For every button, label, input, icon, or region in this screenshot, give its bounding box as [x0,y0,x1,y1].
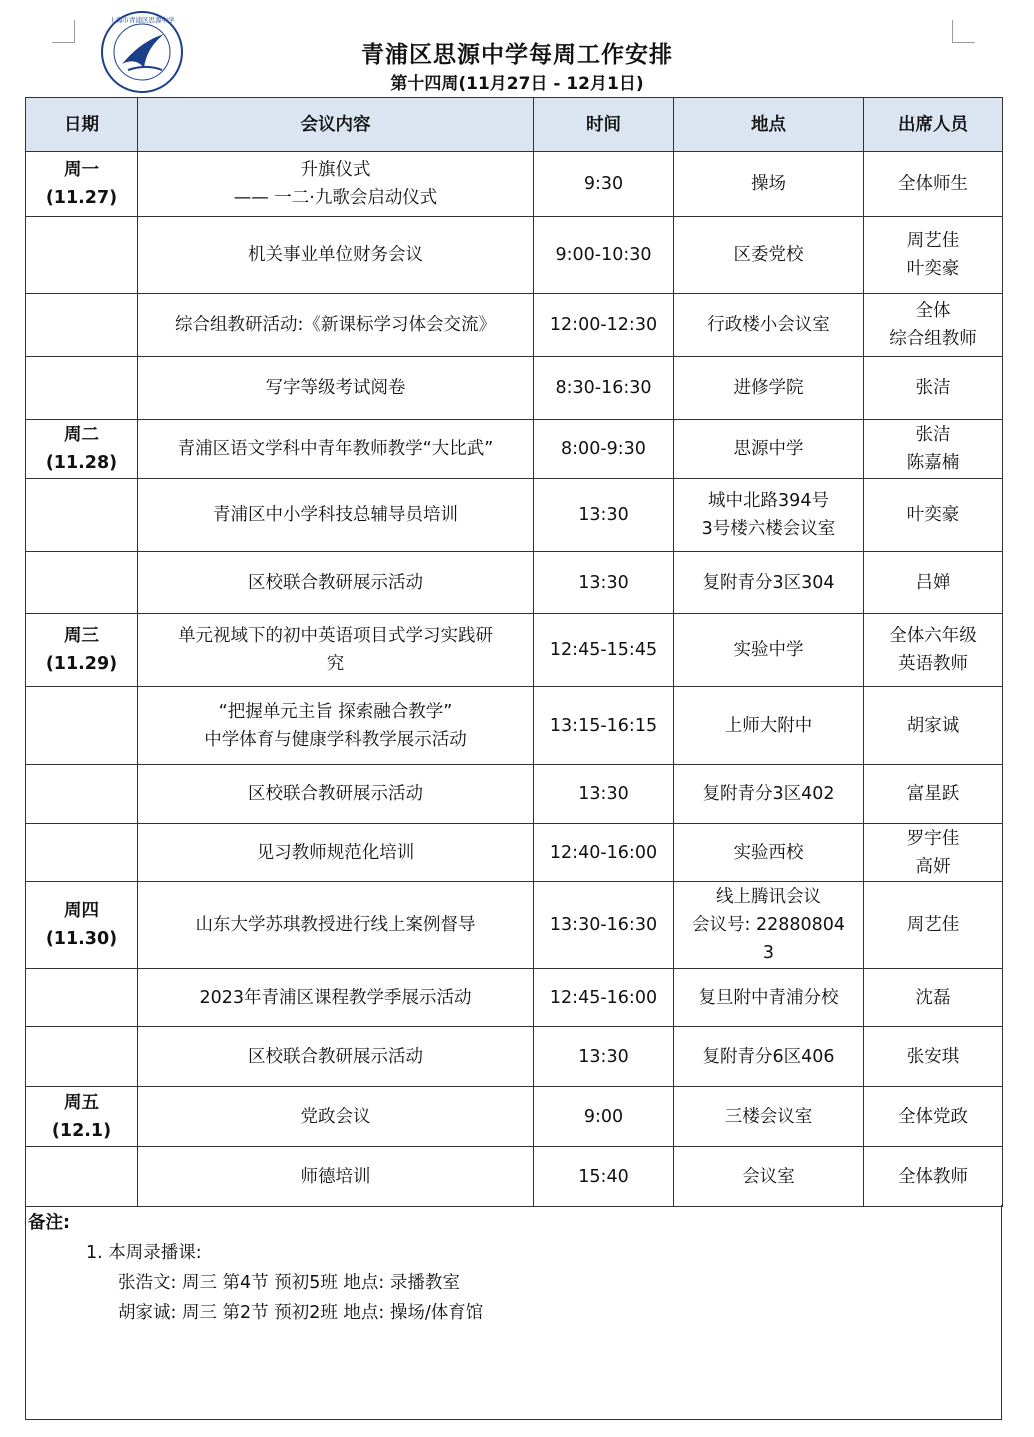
cell-content-line: 区校联合教研展示活动 [248,784,423,804]
cell-content-line: 山东大学苏琪教授进行线上案例督导 [195,915,476,935]
cell-day [26,152,138,217]
cell-place-line: 城中北路394号 [708,491,829,511]
table-row [26,420,1003,479]
cell-people-line: 胡家诚 [906,715,960,736]
header-content: 会议内容 [138,98,534,152]
cell-content-line: 党政会议 [300,1106,371,1127]
cell-content [138,1087,534,1147]
cell-place [674,152,864,217]
cell-place-line: 实验西校 [733,842,804,863]
cell-place [674,1027,864,1087]
cell-time [534,152,674,217]
cell-people-line: 全体师生 [898,174,968,194]
notes-line-2: 胡家诚: 周三 第2节 预初2班 地点: 操场/体育馆 [118,1303,484,1323]
cell-day [26,969,138,1027]
table-row [26,294,1003,357]
cell-time-line: 12:45-16:00 [549,987,658,1008]
cell-time-line: 12:40-16:00 [549,842,658,863]
cell-content-line: 单元视域下的初中英语项目式学习实践研 [178,626,493,646]
cell-time [534,479,674,552]
cell-content [138,1027,534,1087]
cell-day [26,294,138,357]
cell-content [138,824,534,882]
cell-time [534,217,674,294]
cell-people-line: 沈磊 [915,987,951,1008]
cell-time-line: 12:00-12:30 [549,315,658,335]
cell-people-line: 全体 [915,301,951,321]
cell-place-line: 复附青分3区304 [702,572,835,593]
cell-place-line: 进修学院 [733,378,804,398]
cell-day-line: 周二 [64,425,99,445]
cell-time [534,882,674,969]
cell-day [26,357,138,420]
cell-content [138,217,534,294]
cell-place [674,479,864,552]
cell-day-line: (11.29) [45,654,118,674]
cell-people-line: 张洁 [915,425,951,445]
table-row [26,552,1003,614]
table-header-row [26,98,1003,152]
cell-content [138,294,534,357]
cell-time-line: 9:00 [583,1106,624,1127]
cell-content-line: 师德培训 [300,1166,371,1187]
cell-content [138,765,534,824]
cell-place-line: 3号楼六楼会议室 [701,519,836,539]
table-row [26,479,1003,552]
cell-place-line: 行政楼小会议室 [707,315,830,335]
cell-content-line: 升旗仪式 [300,160,371,180]
cell-content-line: 青浦区中小学科技总辅导员培训 [213,505,458,525]
table-row [26,1027,1003,1087]
cell-time-line: 13:30-16:30 [549,915,658,935]
cell-people-line: 综合组教师 [889,329,977,349]
cell-content-line: 综合组教研活动:《新课标学习体会交流》 [175,315,496,335]
logo-text: 上海市青浦区思源中学 [109,16,175,24]
cell-people-line: 叶奕豪 [906,259,960,279]
cell-people-line: 罗宇佳 [906,828,960,849]
cell-people [864,552,1003,614]
cell-content [138,1147,534,1207]
cell-time [534,765,674,824]
cell-content [138,357,534,420]
cell-day-line: 周五 [64,1092,99,1113]
cell-content [138,420,534,479]
cell-time-line: 15:40 [578,1166,629,1187]
table-row [26,882,1003,969]
cell-place-line: 线上腾讯会议 [716,887,821,907]
cell-place [674,765,864,824]
cell-content [138,152,534,217]
notes-line-1: 张浩文: 周三 第4节 预初5班 地点: 录播教室 [118,1273,460,1293]
table-row [26,614,1003,687]
cell-time [534,614,674,687]
cell-content [138,687,534,765]
cell-people [864,1147,1003,1207]
cell-day-line: (11.28) [45,453,118,473]
table-row [26,765,1003,824]
table-row [26,1087,1003,1147]
cell-day-line: 周三 [64,626,99,646]
schedule-table [25,97,1003,1207]
cell-time [534,357,674,420]
cell-day [26,479,138,552]
cell-day-line: (12.1) [51,1120,112,1141]
cell-people-line: 吕婵 [915,572,951,593]
cell-place [674,882,864,969]
cell-people [864,1087,1003,1147]
cell-place-line: 实验中学 [733,640,804,660]
cell-time-line: 9:00-10:30 [555,245,652,265]
cell-place [674,1147,864,1207]
cell-time-line: 13:30 [578,505,629,525]
cell-time-line: 13:15-16:15 [549,715,658,736]
page-subtitle: 第十四周(11月27日 - 12月1日) [390,74,644,94]
cell-place [674,294,864,357]
cell-people-line: 高妍 [915,856,951,877]
cell-people [864,479,1003,552]
cell-time-line: 8:30-16:30 [555,378,652,398]
page-title: 青浦区思源中学每周工作安排 [361,42,673,68]
cell-day [26,882,138,969]
cell-people [864,294,1003,357]
cell-content-line: —— 一二·九歌会启动仪式 [233,188,438,208]
cell-place [674,357,864,420]
cell-place-line: 复附青分6区406 [702,1046,835,1067]
cell-content [138,614,534,687]
notes-title: 备注: [28,1213,70,1233]
cell-time [534,1147,674,1207]
table-row [26,1147,1003,1207]
table-row [26,357,1003,420]
cell-day-line: 周四 [64,901,99,921]
cell-people [864,969,1003,1027]
cell-day [26,765,138,824]
header-time: 时间 [534,98,674,152]
cell-people-line: 陈嘉楠 [906,453,960,473]
cell-time [534,969,674,1027]
cell-place [674,217,864,294]
cell-place-line: 三楼会议室 [724,1106,813,1127]
cell-people [864,357,1003,420]
cell-content-line: 机关事业单位财务会议 [248,245,423,265]
cell-time-line: 9:30 [583,174,624,194]
cell-day [26,217,138,294]
table-row [26,217,1003,294]
table-row [26,969,1003,1027]
cell-people-line: 富星跃 [906,784,960,804]
cell-day [26,614,138,687]
cell-place-line: 上师大附中 [724,715,813,736]
cell-people [864,152,1003,217]
cell-content [138,882,534,969]
cell-day [26,1087,138,1147]
cell-content-line: 中学体育与健康学科教学展示活动 [204,729,467,750]
cell-people-line: 周艺佳 [906,915,960,935]
cell-people-line: 张洁 [915,378,951,398]
cell-time-line: 13:30 [578,1046,629,1067]
cell-place-line: 操场 [751,174,786,194]
cell-place-line: 会议号: 22880804 [691,915,846,935]
notes-item-1: 1. 本周录播课: [86,1243,202,1263]
cell-people [864,1027,1003,1087]
cell-content-line: 区校联合教研展示活动 [248,572,423,593]
cell-place-line: 复旦附中青浦分校 [698,987,839,1008]
cell-day [26,420,138,479]
cell-time-line: 13:30 [578,784,629,804]
cell-time [534,552,674,614]
header-people: 出席人员 [864,98,1003,152]
cell-time [534,1087,674,1147]
cell-place [674,1087,864,1147]
cell-time [534,1027,674,1087]
cell-content-line: 见习教师规范化培训 [256,842,415,863]
cell-day-line: (11.27) [45,188,118,208]
cell-day-line: 周一 [64,160,99,180]
cell-day [26,1027,138,1087]
cell-time [534,687,674,765]
cell-day [26,1147,138,1207]
cell-people [864,687,1003,765]
cell-place [674,614,864,687]
cell-time [534,294,674,357]
cell-people-line: 全体六年级 [889,626,977,646]
cell-people [864,614,1003,687]
cell-people [864,420,1003,479]
cell-people-line: 英语教师 [898,654,968,674]
cell-people-line: 全体教师 [898,1166,968,1187]
cell-content-line: “把握单元主旨 探索融合教学” [218,701,453,722]
cell-people [864,217,1003,294]
cell-content [138,479,534,552]
cell-people [864,882,1003,969]
cell-content [138,552,534,614]
header-date: 日期 [26,98,138,152]
table-row [26,824,1003,882]
cell-time [534,824,674,882]
cell-place-line: 会议室 [742,1166,795,1187]
cell-place [674,420,864,479]
cell-content-line: 青浦区语文学科中青年教师教学“大比武” [177,439,494,459]
cell-place-line: 区委党校 [733,245,804,265]
cell-place-line: 思源中学 [733,439,804,459]
cell-people-line: 张安琪 [906,1046,960,1067]
cell-place-line: 复附青分3区402 [702,784,835,804]
cell-day [26,552,138,614]
cell-time-line: 13:30 [578,572,629,593]
cell-people-line: 全体党政 [898,1106,968,1127]
cell-place [674,552,864,614]
cell-content-line: 区校联合教研展示活动 [248,1046,423,1067]
cell-day [26,824,138,882]
cell-place-line: 3 [762,943,775,963]
cell-people [864,765,1003,824]
cell-place [674,824,864,882]
table-row [26,152,1003,217]
table-row [26,687,1003,765]
cell-day-line: (11.30) [45,929,118,949]
cell-content-line: 究 [326,654,345,674]
cell-time [534,420,674,479]
notes-section [25,1205,1002,1420]
cell-content-line: 2023年青浦区课程教学季展示活动 [199,987,472,1008]
cell-content-line: 写字等级考试阅卷 [265,378,406,398]
cell-place [674,969,864,1027]
cell-day [26,687,138,765]
cell-content [138,969,534,1027]
cell-place [674,687,864,765]
header-place: 地点 [674,98,864,152]
cell-time-line: 12:45-15:45 [549,640,658,660]
cell-people-line: 叶奕豪 [906,505,960,525]
cell-time-line: 8:00-9:30 [561,439,646,459]
cell-people-line: 周艺佳 [906,231,960,251]
cell-people [864,824,1003,882]
